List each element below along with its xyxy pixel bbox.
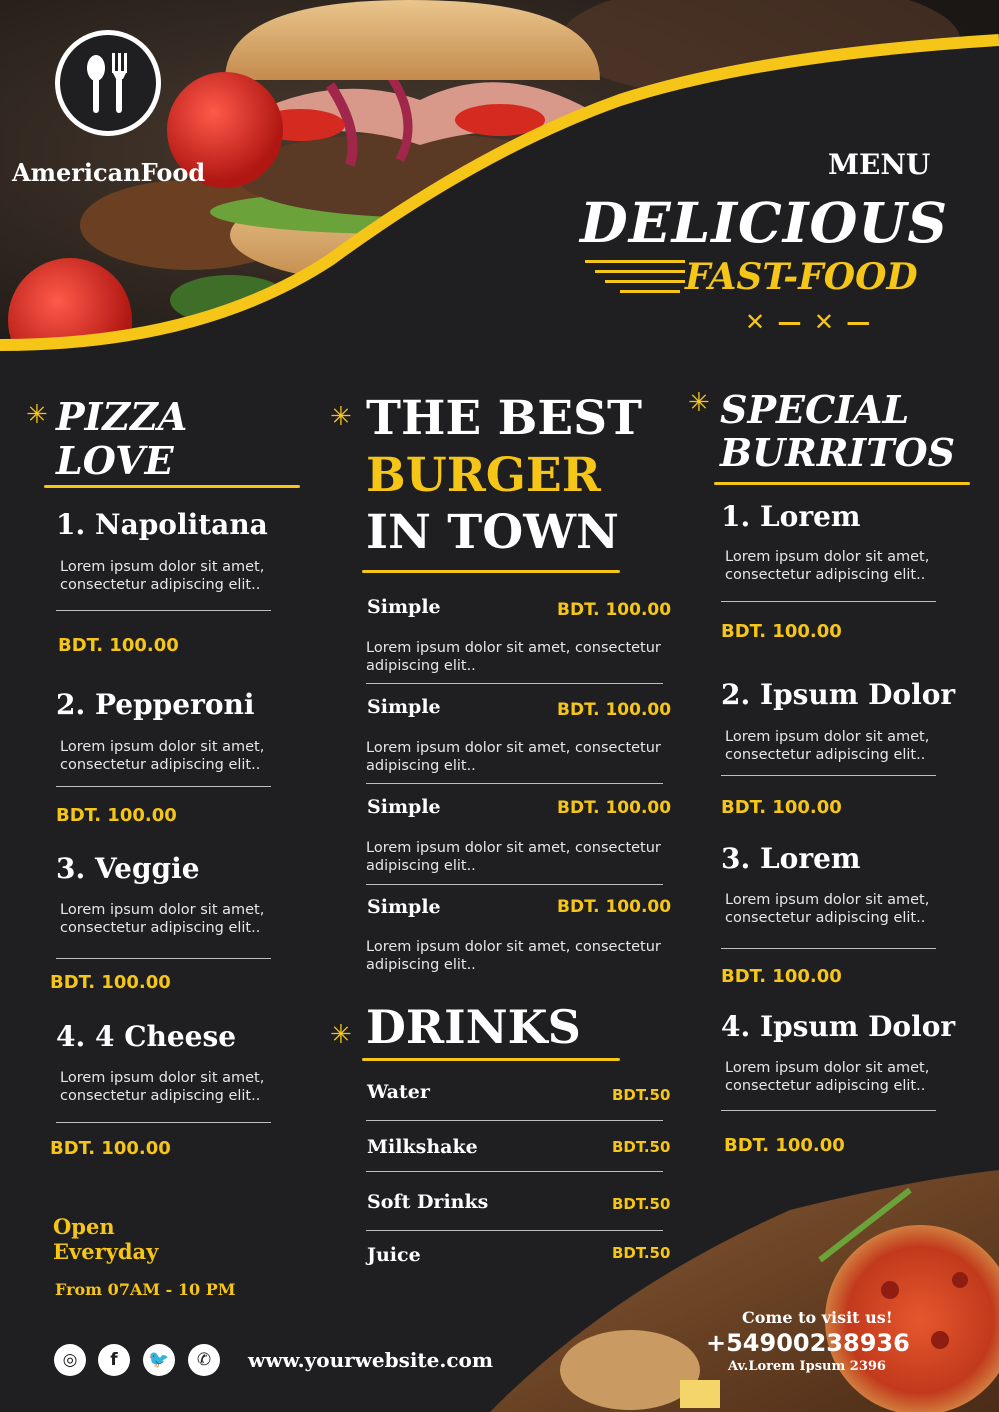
burger-item-desc: Lorem ipsum dolor sit amet, consectetur adipiscing elit..: [366, 939, 661, 973]
menu-label: MENU: [828, 148, 931, 181]
burger-item-price: BDT. 100.00: [557, 897, 672, 917]
burrito-item-name: 2. Ipsum Dolor: [721, 678, 956, 711]
burritos-title: SPECIAL BURRITOS: [720, 387, 956, 475]
burger-item-desc: Lorem ipsum dolor sit amet, consectetur adipiscing elit..: [366, 640, 661, 674]
divider: [56, 786, 271, 787]
pizza-photo: [490, 1170, 999, 1412]
pizza-item-price: BDT. 100.00: [56, 805, 177, 826]
drink-name: Juice: [367, 1244, 421, 1266]
burger-item-name: Simple: [367, 596, 441, 618]
drink-price: BDT.50: [612, 1244, 671, 1262]
burrito-item-name: 4. Ipsum Dolor: [721, 1010, 956, 1043]
drink-name: Soft Drinks: [367, 1191, 489, 1213]
pizza-item-price: BDT. 100.00: [50, 1138, 171, 1159]
drink-price: BDT.50: [612, 1138, 671, 1156]
burrito-item-price: BDT. 100.00: [724, 1135, 845, 1156]
page-subtitle: FAST-FOOD: [685, 256, 918, 298]
pizza-title-underline: [44, 485, 300, 488]
divider: [56, 1122, 271, 1123]
burritos-title-underline: [714, 482, 970, 485]
pizza-item-price: BDT. 100.00: [58, 635, 179, 656]
burrito-item-name: 1. Lorem: [721, 500, 861, 533]
drink-name: Milkshake: [367, 1136, 478, 1158]
burger-item-price: BDT. 100.00: [557, 798, 672, 818]
star-icon: ✳: [330, 402, 352, 432]
burger-title: THE BEST BURGER IN TOWN: [366, 391, 643, 560]
burger-item-price: BDT. 100.00: [557, 700, 672, 720]
opening-hours: Open Everyday: [53, 1214, 159, 1264]
whatsapp-icon[interactable]: ✆: [188, 1344, 220, 1376]
divider: [366, 884, 663, 885]
pizza-item-desc: Lorem ipsum dolor sit amet, consectetur adipiscing elit..: [60, 739, 265, 773]
drinks-title: DRINKS: [366, 1000, 581, 1054]
burrito-item-name: 3. Lorem: [721, 842, 861, 875]
burrito-item-price: BDT. 100.00: [721, 797, 842, 818]
burger-item-name: Simple: [367, 896, 441, 918]
divider: [366, 783, 663, 784]
instagram-icon[interactable]: ◎: [54, 1344, 86, 1376]
opening-times: From 07AM - 10 PM: [55, 1280, 236, 1299]
star-icon: ✳: [26, 400, 48, 430]
pizza-item-desc: Lorem ipsum dolor sit amet, consectetur adipiscing elit..: [60, 1070, 265, 1104]
pizza-item-name: 2. Pepperoni: [56, 688, 255, 721]
pizza-item-name: 4. 4 Cheese: [56, 1020, 237, 1053]
website-link[interactable]: www.yourwebsite.com: [248, 1348, 494, 1372]
burrito-item-desc: Lorem ipsum dolor sit amet, consectetur adipiscing elit..: [725, 729, 930, 763]
divider: [366, 683, 663, 684]
burger-item-desc: Lorem ipsum dolor sit amet, consectetur adipiscing elit..: [366, 840, 661, 874]
divider: [721, 775, 936, 776]
twitter-icon[interactable]: 🐦: [143, 1344, 175, 1376]
burrito-item-desc: Lorem ipsum dolor sit amet, consectetur adipiscing elit..: [725, 892, 930, 926]
pizza-item-name: 1. Napolitana: [56, 508, 268, 541]
burrito-item-price: BDT. 100.00: [721, 966, 842, 987]
drinks-title-underline: [362, 1058, 620, 1061]
star-icon: ✳: [688, 388, 710, 418]
drink-name: Water: [367, 1081, 430, 1103]
phone-number[interactable]: +54900238936: [706, 1329, 910, 1357]
divider: [721, 1110, 936, 1111]
logo-badge: [55, 30, 161, 136]
divider: [56, 958, 271, 959]
address: Av.Lorem Ipsum 2396: [728, 1359, 886, 1374]
burger-item-name: Simple: [367, 696, 441, 718]
brand-name: AmericanFood: [12, 158, 206, 187]
drink-price: BDT.50: [612, 1195, 671, 1213]
visit-label: Come to visit us!: [742, 1308, 893, 1327]
divider: [366, 1120, 663, 1121]
pizza-item-name: 3. Veggie: [56, 852, 200, 885]
burrito-item-desc: Lorem ipsum dolor sit amet, consectetur adipiscing elit..: [725, 549, 930, 583]
burrito-item-desc: Lorem ipsum dolor sit amet, consectetur adipiscing elit..: [725, 1060, 930, 1094]
star-icon: ✳: [330, 1020, 352, 1050]
burger-item-price: BDT. 100.00: [557, 600, 672, 620]
divider: [721, 948, 936, 949]
page-title: DELICIOUS: [580, 190, 949, 255]
pizza-title: PIZZA LOVE: [56, 394, 188, 483]
burger-item-name: Simple: [367, 796, 441, 818]
pizza-item-price: BDT. 100.00: [50, 972, 171, 993]
burger-title-underline: [362, 570, 620, 573]
burger-item-desc: Lorem ipsum dolor sit amet, consectetur adipiscing elit..: [366, 740, 661, 774]
pizza-item-desc: Lorem ipsum dolor sit amet, consectetur adipiscing elit..: [60, 559, 265, 593]
cross-decoration: ✕ — ✕ —: [745, 308, 873, 336]
spoon-fork-icon: [60, 35, 156, 131]
facebook-icon[interactable]: f: [98, 1344, 130, 1376]
drink-price: BDT.50: [612, 1086, 671, 1104]
burrito-item-price: BDT. 100.00: [721, 621, 842, 642]
divider: [721, 601, 936, 602]
title-decoration: [580, 258, 690, 328]
pizza-item-desc: Lorem ipsum dolor sit amet, consectetur adipiscing elit..: [60, 902, 265, 936]
divider: [56, 610, 271, 611]
